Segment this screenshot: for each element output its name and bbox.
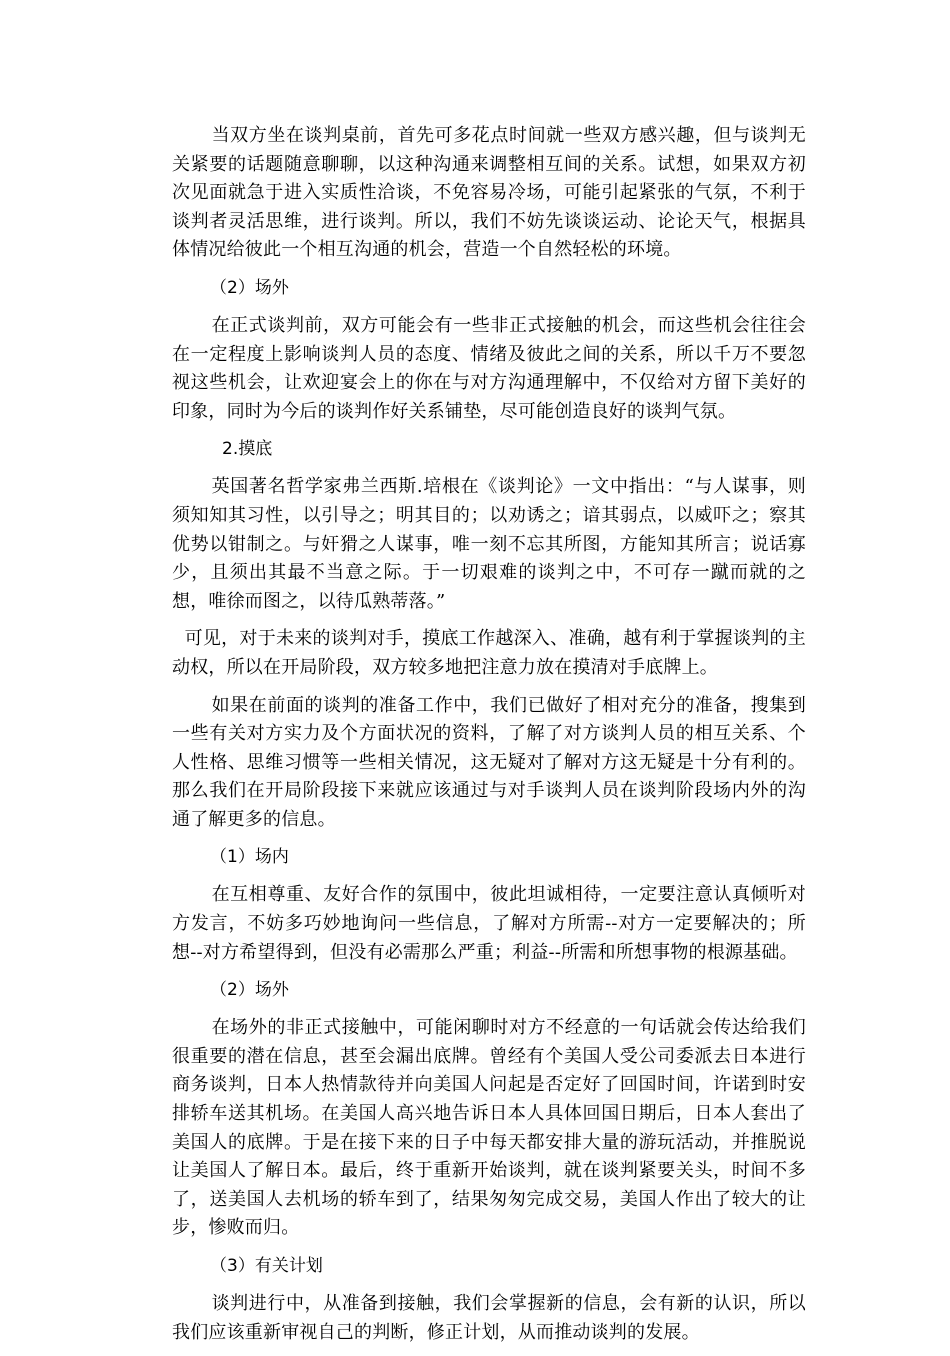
paragraph-intro: 当双方坐在谈判桌前，首先可多花点时间就一些双方感兴趣，但与谈判无关紧要的话题随意聊聊，以这种沟通来调整相互间的关系。试想，如果双方初次见面就急于进入实质性洽谈，不免容易冷场，可能引起紧张的气氛，不利于谈判者灵活思维，进行谈判。所以，我们不妨先谈谈运动、论论天气，根据具体情况给彼此一个相互沟通的机会，营造一个自然轻松的环境。 xyxy=(172,125,806,261)
paragraph-preparation: 如果在前面的谈判的准备工作中，我们已做好了相对充分的准备，搜集到一些有关对方实力及个方面状况的资料，了解了对方谈判人员的相互关系、个人性格、思维习惯等一些相关情况，这无疑对了解对方这无疑是十分有利的。那么我们在开局阶段接下来就应该通过与对手谈判人员在谈判阶段场内外的沟通了解更多的信息。 xyxy=(172,694,806,830)
heading-outside-1: （2）场外 xyxy=(210,277,289,298)
heading-outside-2: （2）场外 xyxy=(210,980,289,1001)
document-page xyxy=(172,122,806,1356)
paragraph-inside: 在互相尊重、友好合作的氛围中，彼此坦诚相待，一定要注意认真倾听对方发言，不妨多巧妙地询问一些信息，了解对方所需--对方一定要解决的；所想--对方希望得到，但没有必需那么严重；利益--所需和所想事物的根源基础。 xyxy=(172,884,806,963)
heading-plan: （3）有关计划 xyxy=(210,1256,323,1276)
paragraph-outside-2: 在场外的非正式接触中，可能闲聊时对方不经意的一句话就会传达给我们很重要的潜在信息，甚至会漏出底牌。曾经有个美国人受公司委派去日本进行商务谈判，日本人热情款待并向美国人问起是否定好了回国时间，许诺到时安排轿车送其机场。在美国人高兴地告诉日本人具体回国日期后，日本人套出了美国人的底牌。于是在接下来的日子中每天都安排大量的游玩活动，并推脱说让美国人了解日本。最后，终于重新开始谈判，就在谈判紧要关头，时间不多了，送美国人去机场的轿车到了，结果匆匆完成交易，美国人作出了较大的让步，惨败而归。 xyxy=(172,1017,806,1239)
paragraph-plan: 谈判进行中，从准备到接触，我们会掌握新的信息，会有新的认识，所以我们应该重新审视自己的判断，修正计划，从而推动谈判的发展。 xyxy=(172,1293,806,1343)
heading-probe: 2.摸底 xyxy=(222,439,273,460)
heading-inside: （1）场内 xyxy=(210,847,289,868)
paragraph-outside-1: 在正式谈判前，双方可能会有一些非正式接触的机会，而这些机会往往会在一定程度上影响谈判人员的态度、情绪及彼此之间的关系，所以千万不要忽视这些机会，让欢迎宴会上的你在与对方沟通理解中，不仅给对方留下美好的印象，同时为今后的谈判作好关系铺垫，尽可能创造良好的谈判气氛。 xyxy=(172,314,806,422)
paragraph-probe-summary: 可见，对于未来的谈判对手，摸底工作越深入、准确，越有利于掌握谈判的主动权，所以在开局阶段，双方较多地把注意力放在摸清对手底牌上。 xyxy=(172,628,806,678)
paragraph-bacon-quote: 英国著名哲学家弗兰西斯.培根在《谈判论》一文中指出：“与人谋事，则须知知其习性，以引导之；明其目的；以劝诱之；谙其弱点，以威吓之；察其优势以钳制之。与奸猾之人谋事，唯一刻不忘其所图，方能知其所言；说话寡少，且须出其最不当意之际。于一切艰难的谈判之中，不可存一蹴而就的之想，唯徐而图之，以待瓜熟蒂落。” xyxy=(172,476,806,612)
